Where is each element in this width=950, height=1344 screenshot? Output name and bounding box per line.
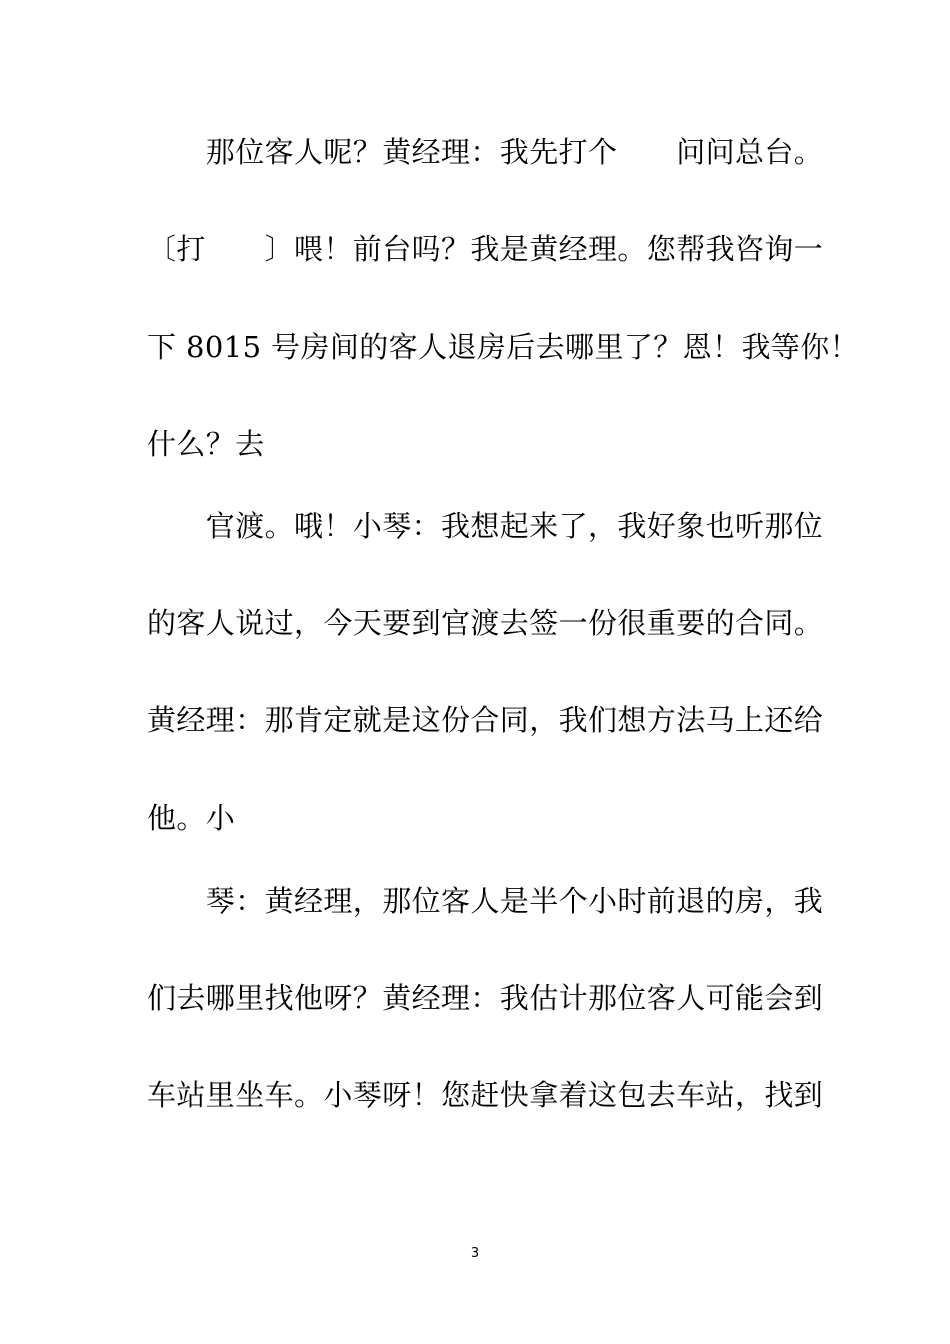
text-line-9: 琴：黄经理，那位客人是半个小时前退的房，我 bbox=[147, 884, 824, 918]
text-line-7: 黄经理：那肯定就是这份合同，我们想方法马上还给 bbox=[147, 703, 824, 737]
text-line-8: 他。小 bbox=[147, 801, 236, 835]
text-line-6: 的客人说过，今天要到官渡去签一份很重要的合同。 bbox=[147, 606, 824, 640]
text-line-3: 下 8015 号房间的客人退房后去哪里了？恩！我等你！ bbox=[147, 330, 860, 364]
text-line-10: 们去哪里找他呀？黄经理：我估计那位客人可能会到 bbox=[147, 981, 824, 1015]
text-line-2: 〔打 〕喂！前台吗？我是黄经理。您帮我咨询一 bbox=[147, 232, 824, 266]
text-line-4: 什么？去 bbox=[147, 427, 265, 461]
page-number: 3 bbox=[470, 1246, 480, 1261]
text-line-5: 官渡。哦！小琴：我想起来了，我好象也听那位 bbox=[147, 509, 824, 543]
text-line-11: 车站里坐车。小琴呀！您赶快拿着这包去车站，找到 bbox=[147, 1078, 824, 1112]
text-line-1: 那位客人呢？黄经理：我先打个 问问总台。 bbox=[147, 135, 824, 169]
